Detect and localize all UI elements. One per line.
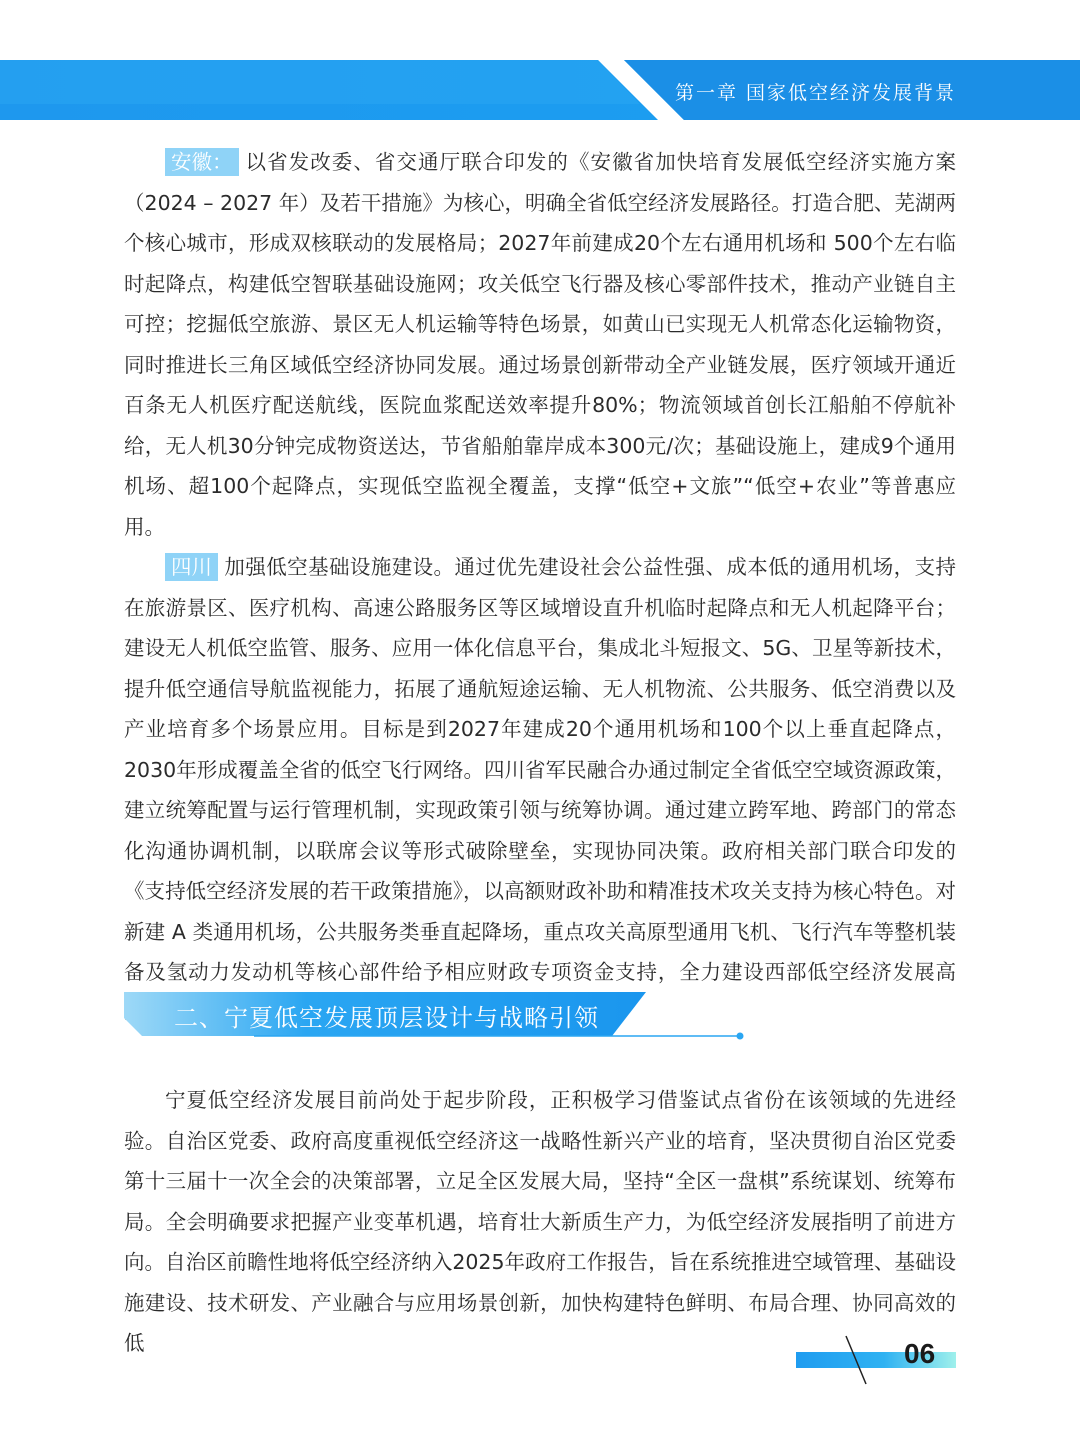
anhui-text: 以省发改委、省交通厅联合印发的《安徽省加快培育发展低空经济实施方案（2024 – 2027 年）及若干措施》为核心，明确全省低空经济发展路径。打造合肥、芜湖两个核心城市，形成双核联动的发展格局；2027年前建成20个左右通用机场和 500个左右临时起降点，构建低空智联基础设施网；攻关低空飞行器及核心零部件技术，推动产业链自主可控；挖掘低空旅游、景区无人机运输等特色场景，如黄山已实现无人机常态化运输物资，同时推进长三角区域低空经济协同发展。通过场景创新带动全产业链发展，医疗领域开通近百条无人机医疗配送航线，医院血浆配送效率提升80%；物流领域首创长江船舶不停航补给，无人机30分钟完成物资送达，节省船舶靠岸成本300元/次；基础设施上，建成9个通用机场、超100个起降点，实现低空监视全覆盖，支撑“低空+文旅”“低空+农业”等普惠应用。	[124, 150, 956, 539]
paragraph-ningxia: 宁夏低空经济发展目前尚处于起步阶段，正积极学习借鉴试点省份在该领域的先进经验。自治区党委、政府高度重视低空经济这一战略性新兴产业的培育，坚决贯彻自治区党委第十三届十一次全会的决策部署，立足全区发展大局，坚持“全区一盘棋”系统谋划、统筹布局。全会明确要求把握产业变革机遇，培育壮大新质生产力，为低空经济发展指明了前进方向。自治区前瞻性地将低空经济纳入2025年政府工作报告，旨在系统推进空域管理、基础设施建设、技术研发、产业融合与应用场景创新，加快构建特色鲜明、布局合理、协同高效的低	[124, 1088, 956, 1355]
page-number: 06	[904, 1338, 936, 1369]
region-tag-anhui: 安徽：	[165, 148, 239, 176]
chapter-title: 第一章 国家低空经济发展背景	[674, 82, 956, 104]
section-heading	[124, 992, 764, 1044]
paragraph-sichuan	[124, 547, 956, 1033]
region-tag-sichuan: 四川	[165, 553, 218, 581]
section-title: 二、宁夏低空发展顶层设计与战略引领	[174, 1004, 599, 1032]
main-content-ningxia	[124, 1080, 956, 1364]
page-footer	[790, 1330, 960, 1390]
paragraph-anhui	[124, 142, 956, 547]
sichuan-text: 加强低空基础设施建设。通过优先建设社会公益性强、成本低的通用机场，支持在旅游景区、医疗机构、高速公路服务区等区域增设直升机临时起降点和无人机起降平台；建设无人机低空监管、服务、应用一体化信息平台，集成北斗短报文、5G、卫星等新技术，提升低空通信导航监视能力，拓展了通航短途运输、无人机物流、公共服务、低空消费以及产业培育多个场景应用。目标是到2027年建成20个通用机场和100个以上垂直起降点，2030年形成覆盖全省的低空飞行网络。四川省军民融合办通过制定全省低空空域资源政策，建立统筹配置与运行管理机制，实现政策引领与统筹协调。通过建立跨军地、跨部门的常态化沟通协调机制，以联席会议等形式破除壁垒，实现协同决策。政府相关部门联合印发的《支持低空经济发展的若干政策措施》，以高额财政补助和精准技术攻关支持为核心特色。对新建 A 类通用机场，公共服务类垂直起降场，重点攻关高原型通用飞机、飞行汽车等整机装备及氢动力发动机等核心部件给予相应财政专项资金支持，全力建设西部低空经济发展高	[124, 555, 956, 984]
main-content	[124, 142, 956, 1033]
